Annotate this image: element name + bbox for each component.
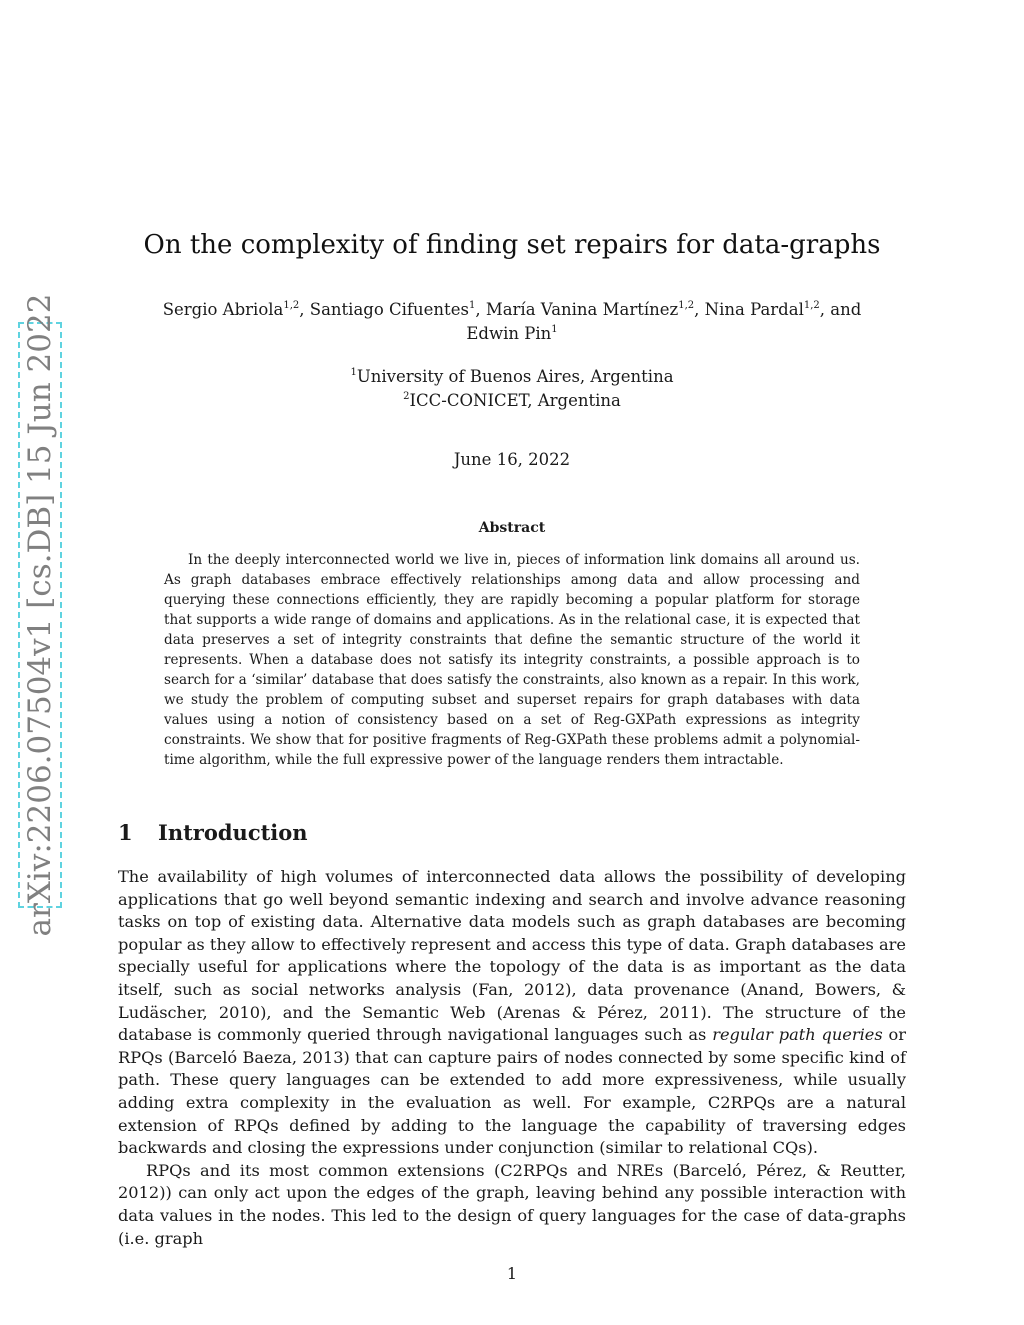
- author-affiliation-mark: 1: [468, 300, 476, 311]
- author-affiliation-mark: 1: [551, 324, 558, 335]
- author-name: Santiago Cifuentes: [309, 300, 469, 319]
- paragraph: [118, 866, 906, 1160]
- publication-date: June 16, 2022: [453, 450, 571, 469]
- author-separator: ,: [694, 300, 705, 319]
- paper-title: On the complexity of finding set repairs for data-graphs: [143, 230, 881, 260]
- author-name: Sergio Abriola: [162, 300, 284, 319]
- author-affiliation-mark: 1,2: [678, 300, 695, 311]
- author-name: Edwin Pin: [466, 324, 552, 343]
- author-affiliation-mark: 1,2: [283, 300, 300, 311]
- paragraph: RPQs and its most common extensions (C2RPQs and NREs (Barceló, Pérez, & Reutter, 2012)) can only act upon the edges of the graph, leaving behind any possible interaction with data values in the nodes. This led to the design of query languages for the case of data-graphs (i.e. graph: [118, 1160, 906, 1248]
- author-separator: ,: [475, 300, 486, 319]
- page-number: 1: [506, 1264, 518, 1283]
- section-number: 1: [118, 820, 133, 845]
- author-name: María Vanina Martínez: [485, 300, 679, 319]
- paragraph-text: The availability of high volumes of interconnected data allows the possibility of developing applications that go well beyond semantic indexing and search and involve advance reasoning tasks on top of existing data. Alternative data models such as graph databases are becoming popular as they allow to effectively represent and access this type of data. Graph databases are specially useful for applications where the topology of the data is as important as the data itself, such as social networks analysis (Fan, 2012), data provenance (Anand, Bowers, & Ludäscher, 2010), and the Semantic Web (Arenas & Pérez, 2011). The structure of the database is commonly queried through navigational languages such as: [118, 867, 906, 1045]
- abstract-heading: Abstract: [478, 520, 546, 536]
- author-affiliation-mark: 1,2: [803, 300, 820, 311]
- affiliation-text: University of Buenos Aires, Argentina: [356, 367, 674, 386]
- section-title: Introduction: [158, 820, 308, 845]
- section-heading: [118, 820, 308, 845]
- author-list: [0, 298, 1024, 346]
- affiliation-mark: 2: [403, 391, 410, 402]
- affiliation: [0, 389, 1024, 413]
- affiliation-list: [0, 365, 1024, 413]
- affiliation: [0, 365, 1024, 389]
- author-name: Nina Pardal: [704, 300, 804, 319]
- author-separator: , and: [819, 300, 862, 319]
- body-text: [118, 866, 906, 1250]
- paragraph-text: or RPQs (Barceló Baeza, 2013) that can capture pairs of nodes connected by some specific kind of path. These query languages can be extended to add more expressiveness, while usually adding extra complexity in the evaluation as well. For example, C2RPQs are a natural extension of RPQs defined by adding to the language the capability of traversing edges backwards and closing the expressions under conjunction (similar to relational CQs).: [118, 1025, 906, 1158]
- author-separator: ,: [299, 300, 310, 319]
- arxiv-identifier[interactable]: arXiv:2206.07504v1 [cs.DB] 15 Jun 2022: [22, 293, 58, 937]
- affiliation-mark: 1: [350, 367, 357, 378]
- emphasized-term: regular path queries: [712, 1025, 883, 1045]
- affiliation-text: ICC-CONICET, Argentina: [409, 391, 621, 410]
- abstract-text: In the deeply interconnected world we live in, pieces of information link domains all around us. As graph databases embrace effectively relationships among data and allow processing and querying these connections efficiently, they are rapidly becoming a popular platform for storage that supports a wide range of domains and applications. As in the relational case, it is expected that data preserves a set of integrity constraints that define the semantic structure of the world it represents. When a database does not satisfy its integrity constraints, a possible approach is to search for a ‘similar’ database that does satisfy the constraints, also known as a repair. In this work, we study the problem of computing subset and superset repairs for graph databases with data values using a notion of consistency based on a set of Reg-GXPath expressions as integrity constraints. We show that for positive fragments of Reg-GXPath these problems admit a polynomial-time algorithm, while the full expressive power of the language renders them intractable.: [164, 552, 860, 768]
